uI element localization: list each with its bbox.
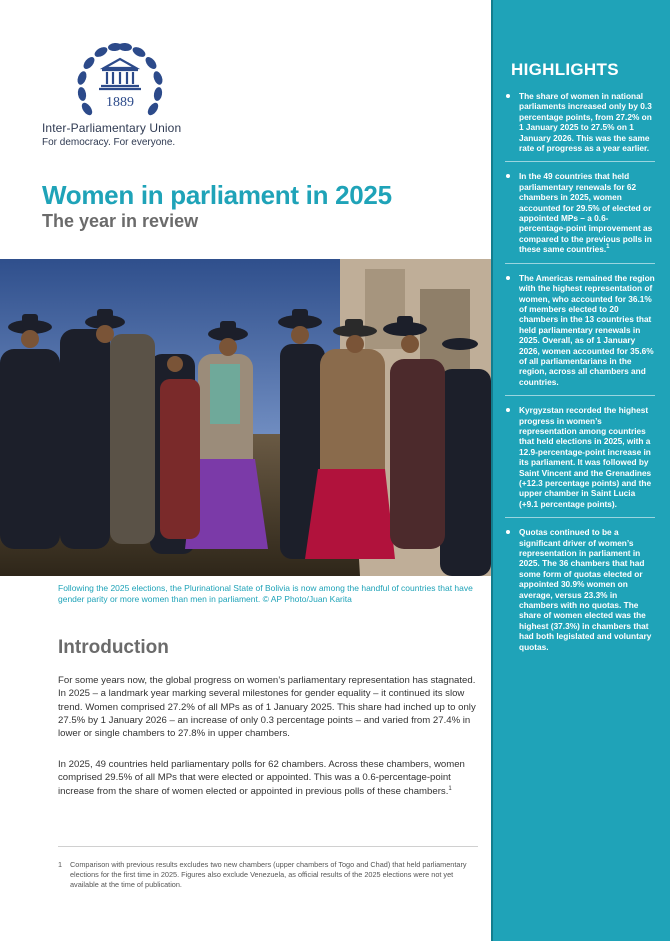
highlight-item [505,527,655,652]
highlight-separator [505,263,655,264]
footnote-number: 1 [58,860,63,869]
footnote-reference: 1 [448,785,452,792]
footnote-text: Comparison with previous results excludes two new chambers (upper chambers of Togo and Chad) that held parliamentary elections for the first time in 2025. Figures also exclude Venezuela, as official results of the 2025 elections were not yet available at the time of publication. [70,860,467,889]
highlight-item [505,171,655,254]
bullet-icon [506,94,510,98]
cover-photo [0,259,491,576]
highlight-item [505,273,655,387]
footnote-reference: 1 [606,244,610,251]
introduction-paragraph-2 [58,758,478,798]
highlights-sidebar [491,0,670,941]
highlight-item [505,91,655,153]
highlight-text: The Americas remained the region with the highest representation of women, who accounted for 36.1% of members elected to 20 chambers in the 13 countries that held parliamentary renewals in 2025. Overall, as of 1 January 2026, women accounted for 35.6% of all parliamentarians in the region, across all chambers and countries. [519,272,655,387]
bullet-icon [506,276,510,280]
introduction-heading: Introduction [58,637,169,658]
bullet-icon [506,530,510,534]
photo-caption: Following the 2025 elections, the Plurinational State of Bolivia is now among the handful of countries that have gender parity or more women than men in parliament. © AP Photo/Juan Karita [58,583,473,604]
introduction-paragraph-1: For some years now, the global progress on women’s parliamentary representation has stagnated. In 2025 – a landmark year marking several milestones for gender equality – it continued its slow trend. Women comprised 27.2% of all MPs as of 1 January 2025. This share had inched up to only 27.5% by 1 January 2026 – an increase of only 0.3 percentage points – and varied from 27.4% in lower or single chambers to 27.8% in upper chambers. [58,675,476,740]
sidebar-edge [491,0,493,941]
highlights-title: HIGHLIGHTS [511,60,619,79]
highlight-text: Kyrgyzstan recorded the highest progress in women’s representation among countries that held elections in 2025, with a 12.9-percentage-point increase in its parliament. It was followed by Saint Vincent and the Grenadines (+12.3 percentage points) and the upper chamber in Saint Lucia (+9.1 percentage points). [519,405,652,509]
highlight-separator [505,395,655,396]
highlight-separator [505,517,655,518]
highlight-text: The share of women in national parliaments increased only by 0.3 percentage points, from 27.2% on 1 January 2025 to 27.5% on 1 January 2026. This was the same rate of progress as a year earlier. [519,91,652,154]
highlights-list [505,91,655,652]
logo-year: 1889 [106,95,134,110]
highlight-text: Quotas continued to be a significant driver of women’s representation in parliament in 2025. The 36 chambers that had some form of quotas elected or appointed 30.9% women on average, versus 23.3% in chambers with no quotas. The share of women elected was the highest (37.3%) in chambers that had both legislated and voluntary quotas. [519,527,652,652]
page-title: Women in parliament in 2025 [42,180,392,210]
footnote-divider [58,846,478,847]
page-subtitle: The year in review [42,211,199,231]
footnote [58,860,478,890]
organization-tagline: For democracy. For everyone. [42,137,176,148]
introduction-paragraph-2-text: In 2025, 49 countries held parliamentary polls for 62 chambers. Across these chambers, women comprised 29.5% of all MPs that were elected or appointed. This was a 0.6-percentage-point increase from the share of women elected or appointed in previous polls of these chambers. [58,759,465,797]
highlight-text: In the 49 countries that held parliamentary renewals for 62 chambers in 2025, women accounted for 29.5% of elected or appointed MPs – a 0.6-percentage-point improvement as compared to the previous polls in these same countries. [519,171,653,255]
highlight-item [505,405,655,509]
bullet-icon [506,408,510,412]
organization-name: Inter-Parliamentary Union [42,121,182,135]
highlight-separator [505,161,655,162]
bullet-icon [506,174,510,178]
voters-queue-illustration [0,259,491,576]
